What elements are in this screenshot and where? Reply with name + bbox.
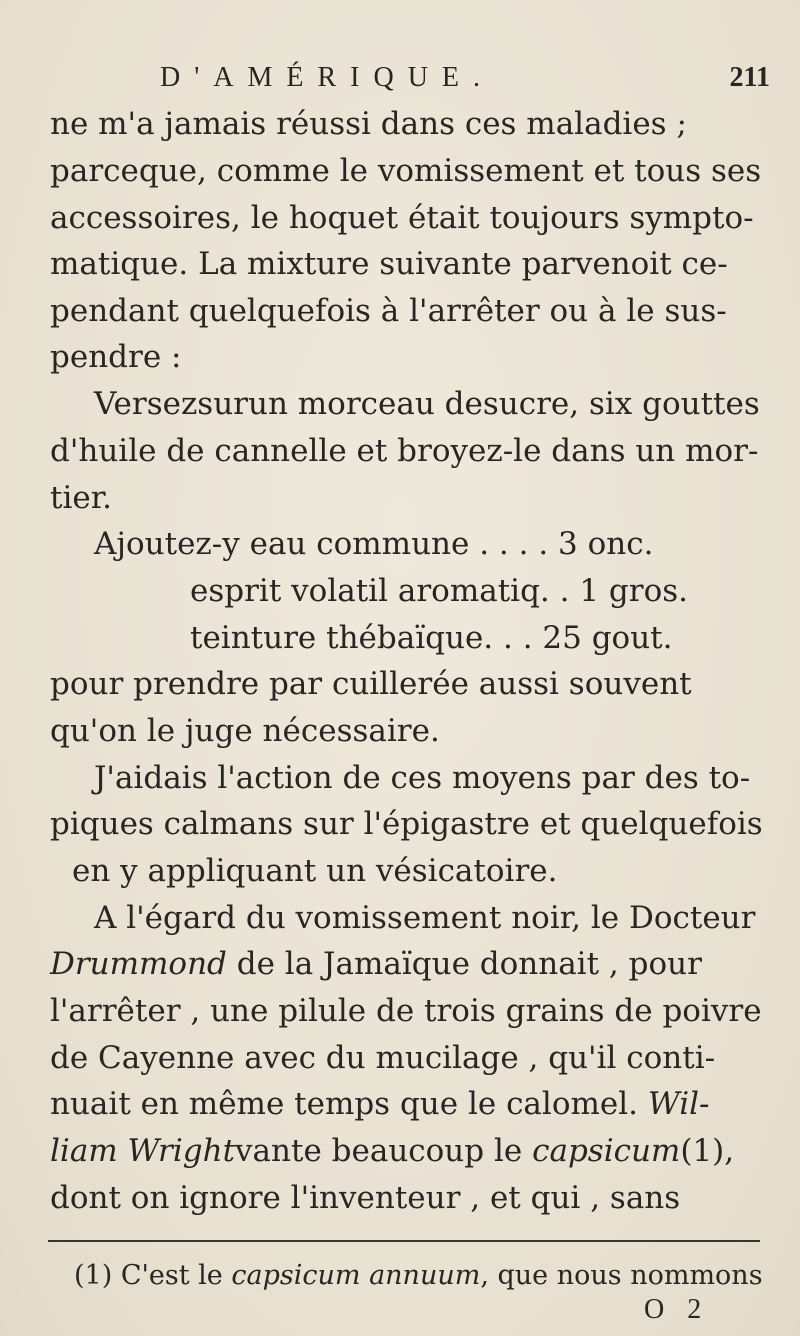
recipe-line: Ajoutez-y eau commune . . . . 3 onc. (94, 526, 654, 562)
text-line: d'huile de cannelle et broyez-le dans un mor- (50, 433, 759, 469)
text-span: de la Jamaïque donnait , pour (226, 946, 702, 982)
text-line (50, 1084, 710, 1124)
text-line: ne m'a jamais réussi dans ces maladies ; (50, 106, 687, 142)
text-span: vante beaucoup le (235, 1133, 533, 1169)
text-line: pendant quelquefois à l'arrêter ou à le sus- (50, 293, 727, 329)
text-span: nuait en même temps que le calomel. (50, 1086, 639, 1122)
text-line: A l'égard du vomissement noir, le Docteur (94, 900, 756, 936)
signature-mark: O 2 (644, 1294, 710, 1325)
person-name: Drummond (50, 946, 227, 982)
footnote (74, 1258, 763, 1294)
text-line: dont on ignore l'inventeur , et qui , sans (50, 1180, 681, 1216)
recipe-line: teinture thébaïque. . . 25 gout. (190, 620, 673, 656)
text-line: pour prendre par cuillerée aussi souvent (50, 666, 692, 702)
text-line: accessoires, le hoquet était toujours sympto- (50, 200, 754, 236)
text-line (50, 944, 702, 984)
text-line (50, 1131, 734, 1171)
person-name: Wil- (638, 1086, 710, 1122)
text-line: en y appliquant un vésicatoire. (72, 853, 558, 889)
text-line: qu'on le juge nécessaire. (50, 713, 440, 749)
footnote-ref: (1), (680, 1133, 735, 1169)
text-line: de Cayenne avec du mucilage , qu'il conti- (50, 1040, 716, 1076)
text-span: , que nous nommons (480, 1260, 763, 1291)
running-header (50, 62, 770, 102)
text-line: J'aidais l'action de ces moyens par des to- (94, 760, 751, 796)
text-line: tier. (50, 480, 112, 516)
header-title: D'AMÉRIQUE. (160, 62, 495, 93)
latin-term: capsicum annuum (231, 1260, 481, 1291)
person-name: liam Wright (50, 1133, 236, 1169)
page-number: 211 (729, 62, 770, 93)
text-line: parceque, comme le vomissement et tous ses (50, 153, 762, 189)
text-line: piques calmans sur l'épigastre et quelquefois (50, 806, 763, 842)
text-line: pendre : (50, 339, 182, 375)
text-span: (1) C'est le (74, 1260, 232, 1291)
text-line: matique. La mixture suivante parvenoit ce- (50, 246, 728, 282)
text-line: l'arrêter , une pilule de trois grains de poivre (50, 993, 762, 1029)
latin-term: capsicum (532, 1133, 681, 1169)
text-line: Versezsurun morceau desucre, six gouttes (94, 386, 760, 422)
recipe-line: esprit volatil aromatiq. . 1 gros. (190, 573, 688, 609)
footnote-divider (48, 1240, 760, 1242)
